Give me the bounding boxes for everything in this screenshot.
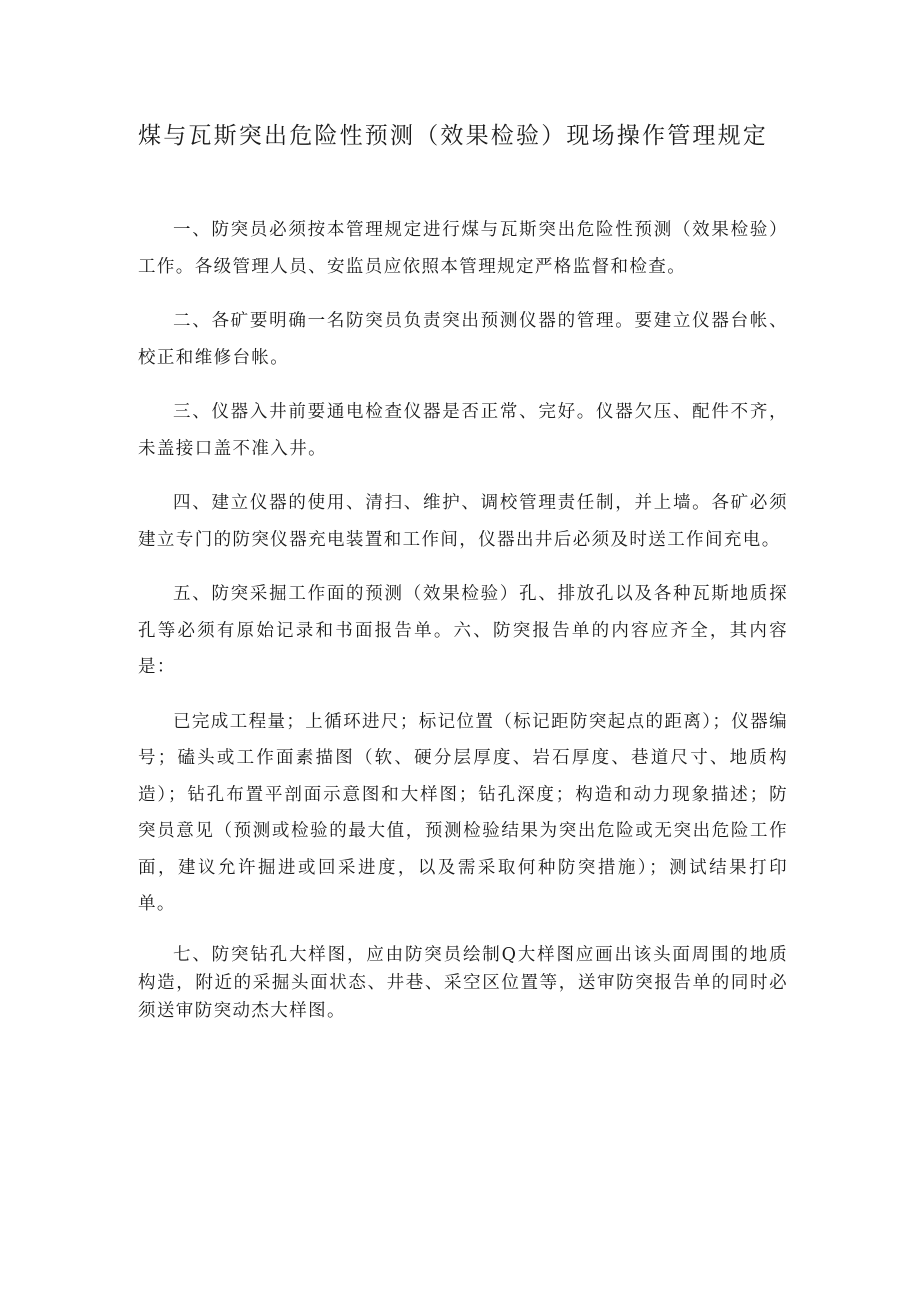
paragraph-4: 四、建立仪器的使用、清扫、维护、调校管理责任制，并上墙。各矿必须建立专门的防突仪器充电装置和工作间，仪器出井后必须及时送工作间充电。 xyxy=(138,493,788,550)
paragraph-7: 七、防突钻孔大样图，应由防突员绘制Q大样图应画出该头面周围的地质构造，附近的采掘头面状态、井巷、采空区位置等，送审防突报告单的同时必须送审防突动杰大样图。 xyxy=(138,944,788,1021)
document-body xyxy=(138,212,788,1043)
paragraph-3: 三、仪器入井前要通电检查仪器是否正常、完好。仪器欠压、配件不齐，未盖接口盖不准入井。 xyxy=(138,402,788,459)
paragraph-5: 五、防突采掘工作面的预测（效果检验）孔、排放孔以及各种瓦斯地质探孔等必须有原始记录和书面报告单。六、防突报告单的内容应齐全，其内容是： xyxy=(138,584,788,677)
paragraph-2: 二、各矿要明确一名防突员负责突出预测仪器的管理。要建立仪器台帐、校正和维修台帐。 xyxy=(138,311,788,368)
document-title: 煤与瓦斯突出危险性预测（效果检验）现场操作管理规定 xyxy=(138,123,768,149)
paragraph-6: 已完成工程量；上循环进尺；标记位置（标记距防突起点的距离）；仪器编号；磕头或工作面素描图（软、硬分层厚度、岩石厚度、巷道尺寸、地质构造）；钻孔布置平剖面示意图和大样图；钻孔深度；构造和动力现象描述；防突员意见（预测或检验的最大值，预测检验结果为突出危险或无突出危险工作面，建议允许掘进或回采进度，以及需采取何种防突措施）；测试结果打印单。 xyxy=(138,711,788,914)
paragraph-1: 一、防突员必须按本管理规定进行煤与瓦斯突出危险性预测（效果检验）工作。各级管理人员、安监员应依照本管理规定严格监督和检查。 xyxy=(138,220,788,277)
